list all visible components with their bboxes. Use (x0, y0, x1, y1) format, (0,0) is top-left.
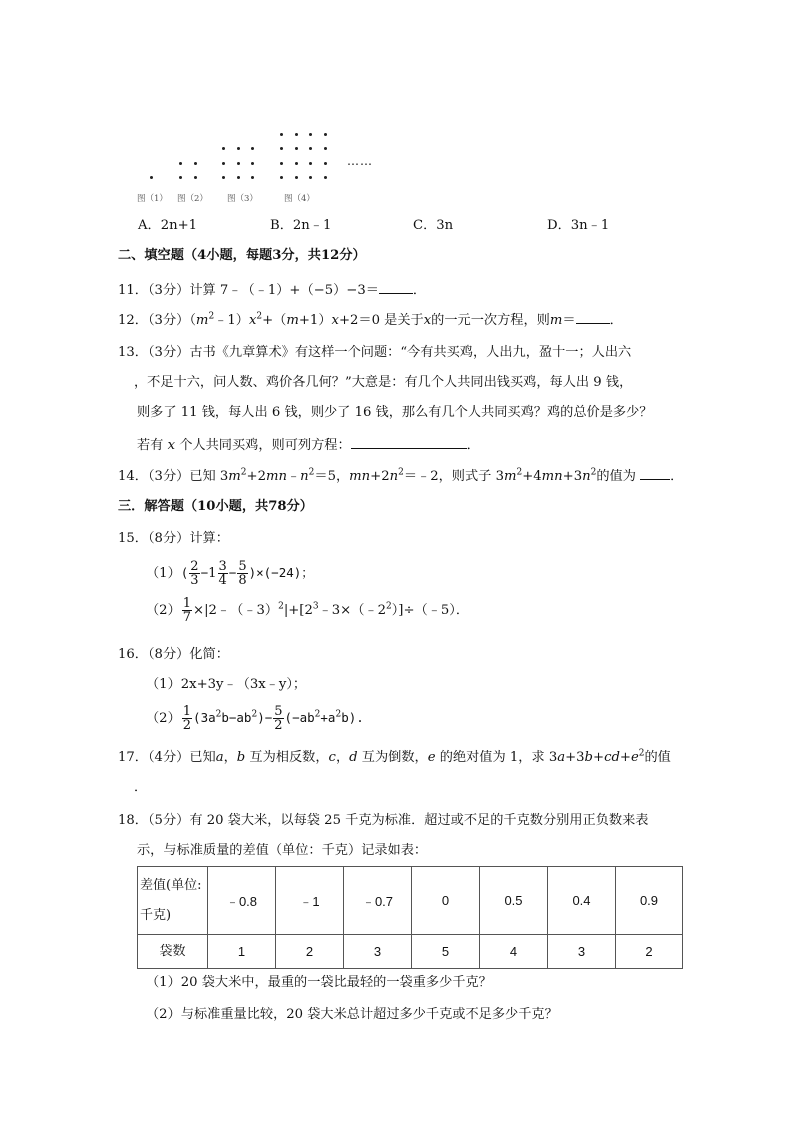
pattern-dot (324, 133, 327, 136)
table-row (138, 867, 683, 935)
pattern-dot (194, 162, 197, 165)
pattern-dot (179, 176, 182, 179)
pattern-dot (237, 147, 240, 150)
count-cell: 3 (344, 935, 412, 969)
question-15-part-2: （2） $\frac{1}{7}$ $\times|2﹣(﹣3)^2|+[2^3﹣3\times(﹣2^2)]\div(﹣5)$． (146, 596, 470, 625)
question-13-line-4: 若有 x 个人共同买鸡，则可列方程： ． (137, 435, 480, 456)
rice-weight-table (137, 866, 683, 969)
pattern-dot (251, 147, 254, 150)
section-2-title: 二、填空题（4小题，每题3分，共12分） (118, 248, 366, 263)
diff-cell: ﹣0.7 (344, 867, 412, 935)
pattern-dot (222, 176, 225, 179)
question-17-line-1: 17．（4分）已知a，b 互为相反数，c，d 互为倒数，e 的绝对值为 1，求 $3a+3b+cd+e^2$的值 (118, 748, 671, 765)
pattern-dot (324, 147, 327, 150)
pattern-dot (309, 133, 312, 136)
pattern-dot (222, 147, 225, 150)
question-16-part-1: （1）2x+3y﹣（3x﹣y）； (146, 677, 307, 692)
answer-blank (379, 280, 413, 294)
pattern-dot (324, 162, 327, 165)
pattern-dot (179, 162, 182, 165)
diff-cell: 0.9 (616, 867, 683, 935)
pattern-dot (295, 133, 298, 136)
question-18-sub-1: （1）20 袋大米中，最重的一袋比最轻的一袋重多少千克？ (146, 975, 492, 990)
question-16-part-2: （2） $\frac{1}{2}$ $(3a^2b-ab^2)-$ $\frac{5}{2}$ $(-ab^2+a^2b)$. (146, 704, 364, 733)
option-a: A．2n+1 (138, 218, 198, 233)
answer-blank (576, 310, 610, 324)
pattern-dot (280, 162, 283, 165)
pattern-dot (295, 176, 298, 179)
pattern-dot (280, 176, 283, 179)
option-d: D．3n﹣1 (547, 218, 610, 233)
section-3-title: 三．解答题（10小题，共78分） (118, 499, 313, 514)
question-13-line-3: 则多了 11 钱，每人出 6 钱，则少了 16 钱，那么有几个人共同买鸡？鸡的总价是多少？ (137, 405, 653, 420)
diff-cell: 0.5 (480, 867, 548, 935)
figure-ellipsis: …… (347, 154, 373, 168)
option-b: B．2n﹣1 (270, 218, 332, 233)
option-c: C．3n (413, 218, 454, 233)
diff-cell: 0.4 (548, 867, 616, 935)
question-15-head: 15．（8分）计算： (118, 531, 229, 546)
figure-label-4: 图（4） (284, 194, 315, 204)
count-cell: 4 (480, 935, 548, 969)
pattern-dot (237, 176, 240, 179)
pattern-dot (251, 176, 254, 179)
question-11: 11．（3分）计算 7﹣（﹣1）+（−5）−3＝ ． (118, 280, 426, 301)
pattern-dot (295, 147, 298, 150)
question-13-line-1: 13．（3分）古书《九章算术》有这样一个问题：“今有共买鸡，人出九，盈十一；人出六 (118, 345, 632, 360)
pattern-dot (280, 133, 283, 136)
pattern-dot (295, 162, 298, 165)
figure-label-3: 图（3） (227, 194, 258, 204)
answer-blank (640, 466, 670, 480)
count-cell: 2 (276, 935, 344, 969)
question-14: 14．（3分）已知 $3m^2+2mn﹣n^2=5$，$mn+2n^2=﹣2$，则式子 $3m^2+4mn+3n^2$的值为 ． (118, 467, 684, 484)
pattern-dot (309, 162, 312, 165)
table-row (138, 935, 683, 969)
count-cell: 3 (548, 935, 616, 969)
question-12: 12．（3分）$(m^2﹣1)x^2+(m+1)x+2=0$ 是关于x的一元一次方程，则m＝ ． (118, 311, 623, 328)
pattern-dot (324, 176, 327, 179)
count-label-cell: 袋数 (138, 935, 208, 969)
question-15-part-1: （1）( $\frac{2}{3}$ −1 $\frac{3}{4}$ − $\frac{5}{8}$ )×(−24)； (146, 559, 314, 588)
pattern-dot (251, 162, 254, 165)
diff-cell: ﹣0.8 (208, 867, 276, 935)
pattern-dot (194, 176, 197, 179)
question-17-line-2: ． (134, 780, 148, 795)
answer-blank (351, 435, 467, 449)
question-18-sub-2: （2）与标准重量比较，20 袋大米总计超过多少千克或不足多少千克？ (146, 1007, 558, 1022)
diff-cell: ﹣1 (276, 867, 344, 935)
count-cell: 2 (616, 935, 683, 969)
pattern-dot (309, 176, 312, 179)
figure-label-2: 图（2） (177, 194, 208, 204)
question-16-head: 16．（8分）化简： (118, 647, 229, 662)
question-18-line-1: 18．（5分）有 20 袋大米，以每袋 25 千克为标准．超过或不足的千克数分别用正负数来表 (118, 813, 649, 828)
question-18-line-2: 示，与标准质量的差值（单位：千克）记录如表： (137, 843, 428, 858)
figure-label-1: 图（1） (137, 194, 168, 204)
pattern-dot (309, 147, 312, 150)
pattern-dot (222, 162, 225, 165)
pattern-dot (150, 176, 153, 179)
pattern-dot (280, 147, 283, 150)
count-cell: 5 (412, 935, 480, 969)
pattern-dot (237, 162, 240, 165)
header-cell: 差值(单位: 千克) (138, 867, 208, 935)
count-cell: 1 (208, 935, 276, 969)
question-13-line-2: ，不足十六，问人数、鸡价各几何？”大意是：有几个人共同出钱买鸡，每人出 9 钱， (134, 375, 633, 390)
diff-cell: 0 (412, 867, 480, 935)
